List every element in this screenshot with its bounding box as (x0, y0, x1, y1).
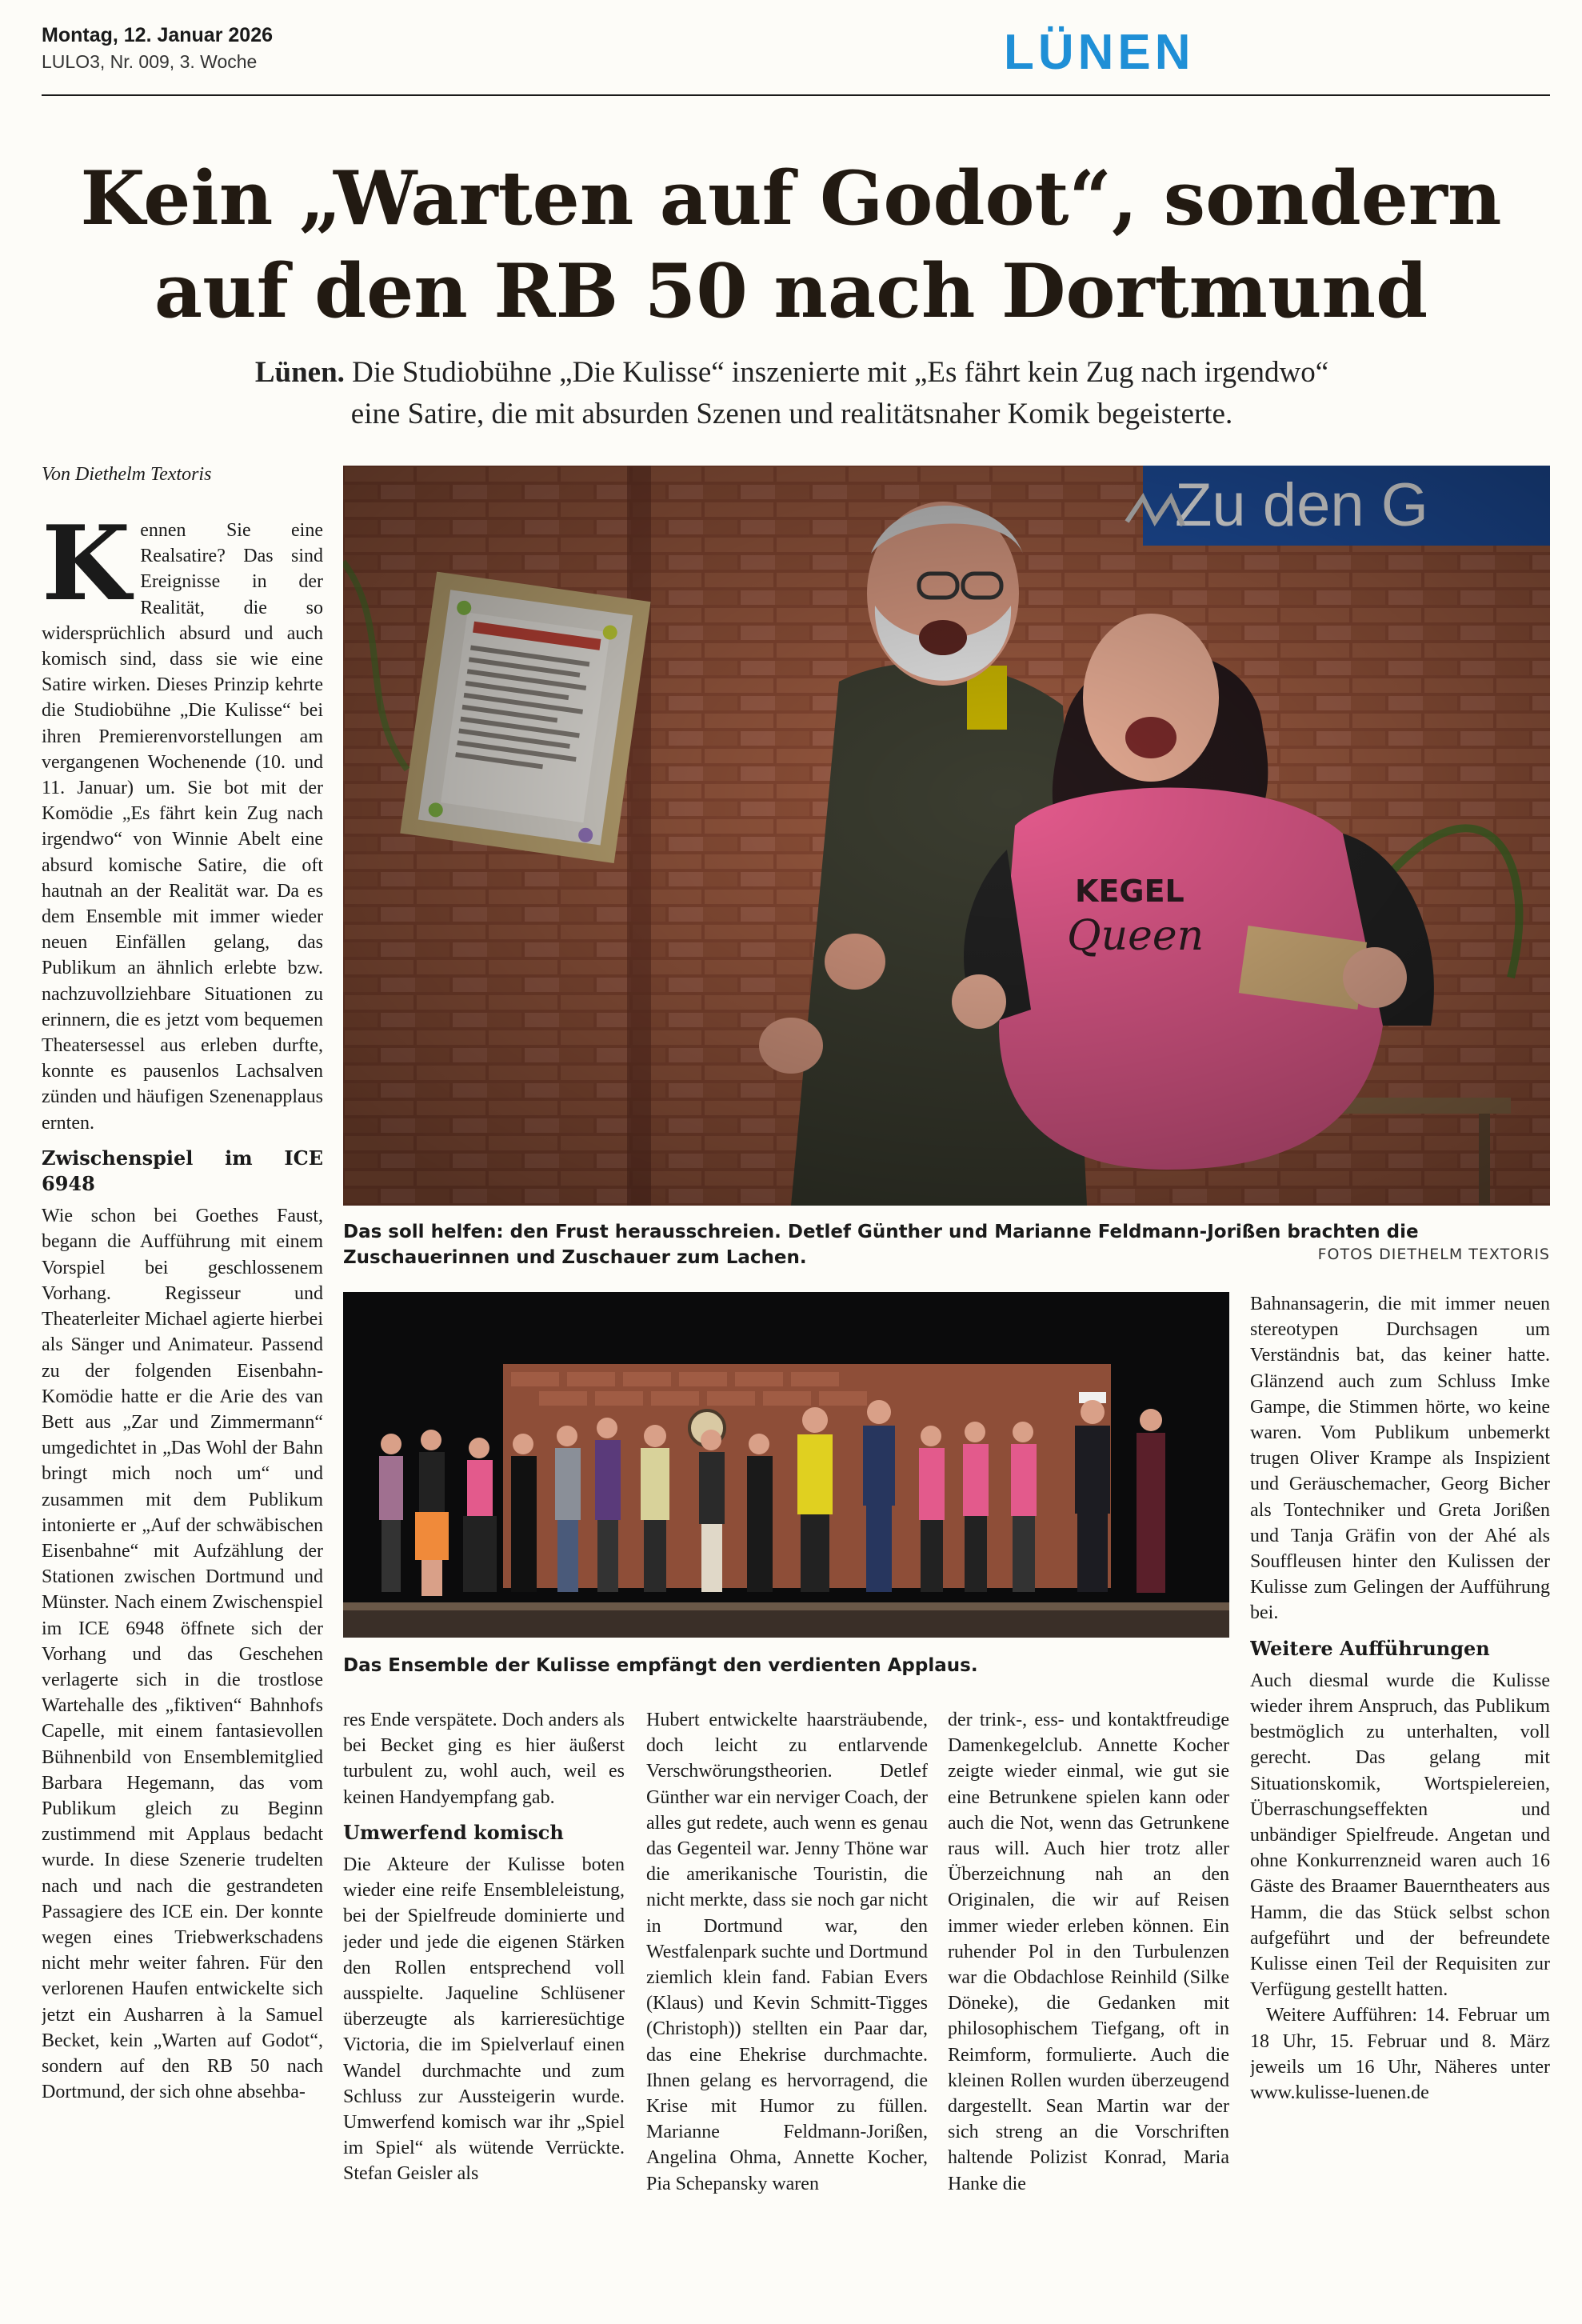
headline-line-1: Kein „Warten auf Godot“, sondern (80, 154, 1502, 242)
header-rule (42, 94, 1550, 96)
article-column-2 (343, 1707, 625, 2323)
photo-main (343, 466, 1550, 1206)
paragraph-akteure: Die Akteure der Kulisse boten wieder eine reife Ensembleleistung, bei der Spielfreude dominierte und jeder und jede die eigenen Stärken den Rollen entsprechend voll ausspielte. Jaqueline Schlüsener überzeugte als karrieresüchtige Victoria, die im Spielverlauf einen Wandel durchmachte und zum Schluss zur Aussteigerin wurde. Umwerfend komisch war ihr „Spiel im Spiel“ als wütende Verrückte. Stefan Geisler als (343, 1854, 625, 2185)
photo-ensemble-caption: Das Ensemble der Kulisse empfängt den verdienten Applaus. (343, 1655, 978, 1676)
subhead-line-2: eine Satire, die mit absurden Szenen und realitätsnaher Komik begeisterte. (350, 398, 1233, 430)
paragraph-kegelclub: der trink-, ess- und kontaktfreudige Damenkegelclub. Annette Kocher zeigte wieder einmal, wie gut sie eine Betrunkene spielen kann oder auch die Not, wenn das Getrunkene raus will. Auch hier trotz aller Überzeichnung nah an den Originalen, die wir auf Reisen immer wieder erleben können. Ein ruhender Pol in den Turbulenzen war die Obdachlose Reinhild (Silke Dönekе), die Gedanken mit philosophischem Tiefgang, oft in Reimform, formulierte. Auch die kleinen Rollen wurden überzeugend dargestellt. Sean Martin war der sich streng an die Vorschriften haltende Polizist Konrad, Maria Hanke die (948, 1710, 1229, 2194)
article-column-5 (1250, 1291, 1550, 2323)
article-column-4 (948, 1707, 1229, 2323)
article-column-1 (42, 518, 323, 2318)
subheadline (112, 352, 1472, 435)
byline: Von Diethelm Textoris (42, 464, 212, 485)
issue-date: Montag, 12. Januar 2026 (42, 24, 274, 46)
drop-cap: K (42, 518, 131, 624)
paragraph-termine: Weitere Aufführen: 14. Februar um 18 Uhr, 15. Februar und 8. März jeweils um 16 Uhr, Näheres unter www.kulisse-luenen.de (1250, 2005, 1550, 2104)
paragraph-becket: res Ende verspätete. Doch anders als bei Becket ging es hier äußerst turbulent zu, wohl auch, weil es keinen Handyempfang gab. (343, 1710, 625, 1808)
headline-line-2: auf den RB 50 nach Dortmund (154, 247, 1428, 334)
paragraph-intro: ennen Sie eine Realsatire? Das sind Ereignisse in der Realität, die so widersprüchlich absurd und auch komisch sind, dass sie wie eine Satire wirken. Dieses Prinzip kehrte die Studiobühne „Die Kulisse“ bei ihren Premierenvorstellungen am vergangenen Wochenende (10. und 11. Januar) um. Sie bot mit der Komödie „Es fährt kein Zug nach irgendwo“ von Winnie Abelt eine absurd komische Satire, die oft hautnah an der Realität war. Da es dem Ensemble mit immer wieder neuen Einfällen gelang, das Publikum an ähnlich erlebte bzw. nachzuvollziehbare Situationen zu erinnern, die es jetzt vom bequemen Theatersessel aus erleben durfte, konnte es pausenlos Lachsalven zünden und häufigen Szenenapplaus ernten. (42, 520, 323, 1134)
paragraph-souffleusen: Bahnansagerin, die mit immer neuen stereotypen Durchsagen um Verständnis bat, das keiner hatte. Glänzend auch zum Schluss Imke Gampe, die Stimmen hörte, wo keine waren. Vom Publikum unbemerkt trugen Oliver Krampe als Inspizient und Geräuschemacher, Georg Bicher als Tontechniker und Greta Jorißen und Tanja Gräfin von der Ahé als Souffleusen hinter den Kulissen der Kulisse zum Gelingen der Aufführung bei. (1250, 1294, 1550, 1624)
dateline-place: Lünen. (254, 356, 345, 389)
issue-number: LULO3, Nr. 009, 3. Woche (42, 51, 258, 72)
paragraph-zwischenspiel: Wie schon bei Goethes Faust, begann die Aufführung mit einem Vorspiel bei geschlossenem Vorhang. Regisseur und Theaterleiter Michael agierte hierbei als Sänger und Animateur. Passend zu der folgenden Eisenbahn-Komödie hatte er die Arie des van Bett aus „Zar und Zimmermann“ umgedichtet in „Das Wohl der Bahn bringt mich noch um“ und zusammen mit dem Publikum intonierte er „Auf der schwäbischen Eisenbahne“ mit Aufzählung der Stationen zwischen Dortmund und Münster. Nach einem Zwischenspiel im ICE 6948 öffnete sich der Vorhang und das Geschehen verlagerte sich in die trostlose Wartehalle des „fiktiven“ Bahnhofs Capelle, mit einem fantasievollen Bühnenbild von Ensemblemitglied Barbara Hegemann, das vom Publikum gleich zu Beginn zustimmend mit Applaus bedacht wurde. In diese Szenerie trudelten nach und nach die gestrandeten Passagiere des ICE ein. Der konnte wegen eines Triebwerkschadens nicht mehr weiter fahren. Für den verlorenen Haufen entwickelte sich jetzt ein Ausharren à la Samuel Becket, kein „Warten auf Godot“, sondern auf den RB 50 nach Dortmund, der sich ohne absehba- (42, 1206, 323, 2103)
photo-ensemble (343, 1292, 1229, 1638)
headline (32, 152, 1550, 338)
photo-main-caption: Das soll helfen: den Frust herausschreien. Detlef Günther und Marianne Feldmann-Jorißen brachten die Zuschauerinnen und Zuschauer zum Lachen. (343, 1222, 1419, 1268)
subheading-zwischenspiel: Zwischenspiel im ICE 6948 (42, 1146, 323, 1196)
subheading-umwerfend: Umwerfend komisch (343, 1820, 564, 1844)
article-column-3 (646, 1707, 928, 2323)
subhead-line-1: Die Studiobühne „Die Kulisse“ inszenierte mit „Es fährt kein Zug nach irgendwo“ (344, 356, 1329, 389)
paragraph-anspruch: Auch diesmal wurde die Kulisse wieder ihrem Anspruch, das Publikum bestmöglich zu unterhalten, voll gerecht. Das gelang mit Situationskomik, Wortspielereien, Überraschungseffekten und unbändiger Spielfreude. Angetan und ohne Konkurrenzneid waren auch 16 Gäste des Braamer Bauerntheaters aus Hamm, die das Stück selbst schon aufgeführt und der befreundete Kulisse einen Teil der Requisiten zur Verfügung gestellt hatten. (1250, 1670, 1550, 2001)
photo-credit: FOTOS DIETHELM TEXTORIS (1317, 1246, 1550, 1263)
subheading-auffuehrungen: Weitere Aufführungen (1250, 1636, 1490, 1660)
section-title: LÜNEN (1004, 25, 1195, 80)
paragraph-hubert: Hubert entwickelte haarsträubende, doch leicht zu entlarvende Verschwörungstheorien. Detlef Günther war ein nerviger Coach, der alles gut redete, auch wenn es genau das Gegenteil war. Jenny Thöne war die amerikanische Touristin, die nicht merkte, dass sie noch gar nicht in Dortmund war, den Westfalenpark suchte und Dortmund ziemlich klein fand. Fabian Evers (Klaus) und Kevin Schmitt-Tigges (Christoph)) stellten ein Paar dar, das eine Ehekrise durchmachte. Ihnen gelang es hervorragend, die Krise mit Humor zu füllen. Marianne Feldmann-Jorißen, Angelina Ohma, Annette Kocher, Pia Schepansky waren (646, 1710, 928, 2194)
